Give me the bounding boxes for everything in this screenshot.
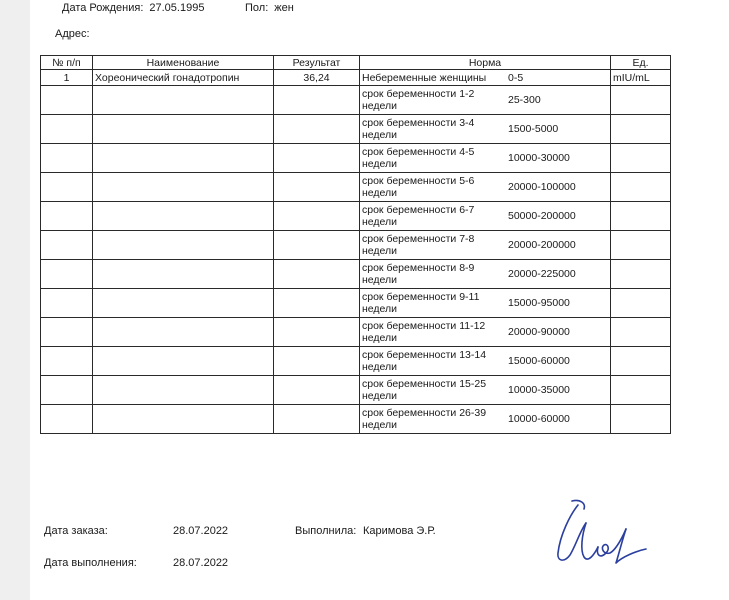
table-row bbox=[41, 376, 671, 405]
norm-range: 1500-5000 bbox=[508, 123, 559, 135]
table-header-row bbox=[41, 56, 671, 70]
cell-unit bbox=[611, 260, 671, 289]
cell-unit bbox=[611, 376, 671, 405]
cell-norm bbox=[360, 86, 611, 115]
norm-label: срок беременности 4-5 недели bbox=[362, 146, 475, 170]
table-row bbox=[41, 115, 671, 144]
birth-date-value: 27.05.1995 bbox=[149, 2, 205, 14]
norm-range: 10000-60000 bbox=[508, 413, 570, 425]
norm-range: 0-5 bbox=[508, 71, 524, 84]
norm-label: срок беременности 8-9 недели bbox=[362, 262, 475, 286]
cell-result bbox=[274, 405, 360, 434]
norm-label: срок беременности 6-7 недели bbox=[362, 204, 475, 228]
norm-range: 15000-60000 bbox=[508, 355, 570, 367]
performed-by-value: Каримова Э.Р. bbox=[363, 525, 436, 537]
birth-date-label: Дата Рождения: bbox=[62, 2, 144, 14]
table-row bbox=[41, 289, 671, 318]
cell-name bbox=[93, 405, 274, 434]
cell-name bbox=[93, 173, 274, 202]
norm-label: срок беременности 13-14 недели bbox=[362, 349, 487, 373]
norm-range: 20000-90000 bbox=[508, 326, 570, 338]
norm-range: 20000-225000 bbox=[508, 268, 576, 280]
cell-norm bbox=[360, 318, 611, 347]
table-row bbox=[41, 86, 671, 115]
cell-unit bbox=[611, 405, 671, 434]
norm-label: срок беременности 15-25 недели bbox=[362, 378, 487, 402]
header-result: Результат bbox=[274, 56, 360, 70]
cell-norm bbox=[360, 405, 611, 434]
cell-unit bbox=[611, 347, 671, 376]
norm-range: 15000-95000 bbox=[508, 297, 570, 309]
norm-label: срок беременности 1-2 недели bbox=[362, 88, 475, 112]
norm-label: срок беременности 11-12 недели bbox=[362, 320, 486, 344]
cell-unit bbox=[611, 289, 671, 318]
norm-label: срок беременности 9-11 недели bbox=[362, 291, 480, 315]
cell-number bbox=[41, 231, 93, 260]
cell-unit bbox=[611, 115, 671, 144]
cell-name bbox=[93, 231, 274, 260]
norm-label: срок беременности 7-8 недели bbox=[362, 233, 475, 257]
header-unit: Ед. bbox=[611, 56, 671, 70]
norm-label: срок беременности 5-6 недели bbox=[362, 175, 475, 199]
cell-number bbox=[41, 289, 93, 318]
cell-name bbox=[93, 144, 274, 173]
cell-result bbox=[274, 347, 360, 376]
norm-label: срок беременности 3-4 недели bbox=[362, 117, 475, 141]
norm-range: 25-300 bbox=[508, 94, 541, 106]
cell-result bbox=[274, 144, 360, 173]
left-margin-strip bbox=[0, 0, 30, 600]
cell-norm bbox=[360, 144, 611, 173]
cell-name bbox=[93, 202, 274, 231]
cell-norm bbox=[360, 260, 611, 289]
cell-number bbox=[41, 202, 93, 231]
results-table bbox=[40, 55, 671, 434]
table-row bbox=[41, 70, 671, 86]
cell-result bbox=[274, 173, 360, 202]
cell-unit: mIU/mL bbox=[611, 70, 671, 86]
table-row bbox=[41, 231, 671, 260]
order-date-label: Дата заказа: bbox=[44, 525, 108, 537]
norm-range: 20000-100000 bbox=[508, 181, 576, 193]
cell-result bbox=[274, 86, 360, 115]
table-row bbox=[41, 202, 671, 231]
cell-number bbox=[41, 376, 93, 405]
sex-line bbox=[245, 2, 294, 14]
table-row bbox=[41, 260, 671, 289]
cell-unit bbox=[611, 231, 671, 260]
table-row bbox=[41, 173, 671, 202]
cell-result bbox=[274, 115, 360, 144]
cell-result bbox=[274, 260, 360, 289]
cell-result: 36,24 bbox=[274, 70, 360, 86]
cell-number bbox=[41, 115, 93, 144]
cell-unit bbox=[611, 86, 671, 115]
cell-result bbox=[274, 318, 360, 347]
cell-norm bbox=[360, 202, 611, 231]
cell-norm bbox=[360, 173, 611, 202]
signature-strokes bbox=[558, 500, 646, 563]
sex-label: Пол: bbox=[245, 2, 269, 14]
norm-range: 50000-200000 bbox=[508, 210, 576, 222]
cell-number: 1 bbox=[41, 70, 93, 86]
norm-range: 10000-30000 bbox=[508, 152, 570, 164]
cell-number bbox=[41, 347, 93, 376]
header-name: Наименование bbox=[93, 56, 274, 70]
completion-date-value: 28.07.2022 bbox=[173, 557, 229, 569]
cell-name bbox=[93, 318, 274, 347]
order-date-value: 28.07.2022 bbox=[173, 525, 229, 537]
norm-label: срок беременности 26-39 недели bbox=[362, 407, 487, 431]
cell-unit bbox=[611, 202, 671, 231]
table-row bbox=[41, 405, 671, 434]
cell-name bbox=[93, 115, 274, 144]
header-number: № п/п bbox=[41, 56, 93, 70]
cell-unit bbox=[611, 173, 671, 202]
cell-name: Хореонический гонадотропин bbox=[93, 70, 274, 86]
birth-date-line bbox=[62, 2, 204, 14]
cell-name bbox=[93, 347, 274, 376]
norm-label: Небеременные женщины bbox=[362, 71, 487, 84]
cell-norm bbox=[360, 347, 611, 376]
cell-norm bbox=[360, 289, 611, 318]
performed-by-label: Выполнила: bbox=[295, 525, 357, 537]
header-norm: Норма bbox=[360, 56, 611, 70]
cell-unit bbox=[611, 318, 671, 347]
cell-name bbox=[93, 289, 274, 318]
cell-number bbox=[41, 173, 93, 202]
cell-result bbox=[274, 376, 360, 405]
cell-number bbox=[41, 405, 93, 434]
completion-date-label: Дата выполнения: bbox=[44, 557, 137, 569]
cell-number bbox=[41, 318, 93, 347]
cell-result bbox=[274, 231, 360, 260]
cell-result bbox=[274, 289, 360, 318]
cell-norm bbox=[360, 231, 611, 260]
norm-range: 10000-35000 bbox=[508, 384, 570, 396]
cell-number bbox=[41, 260, 93, 289]
table-row bbox=[41, 144, 671, 173]
cell-norm bbox=[360, 376, 611, 405]
cell-number bbox=[41, 86, 93, 115]
cell-norm bbox=[360, 70, 611, 86]
cell-number bbox=[41, 144, 93, 173]
table-row bbox=[41, 318, 671, 347]
report-page bbox=[30, 0, 729, 600]
cell-unit bbox=[611, 144, 671, 173]
table-row bbox=[41, 347, 671, 376]
cell-name bbox=[93, 86, 274, 115]
cell-name bbox=[93, 376, 274, 405]
cell-result bbox=[274, 202, 360, 231]
signature-image bbox=[550, 495, 650, 575]
norm-range: 20000-200000 bbox=[508, 239, 576, 251]
cell-norm bbox=[360, 115, 611, 144]
sex-value: жен bbox=[274, 2, 294, 14]
address-label: Адрес: bbox=[55, 28, 90, 40]
cell-name bbox=[93, 260, 274, 289]
